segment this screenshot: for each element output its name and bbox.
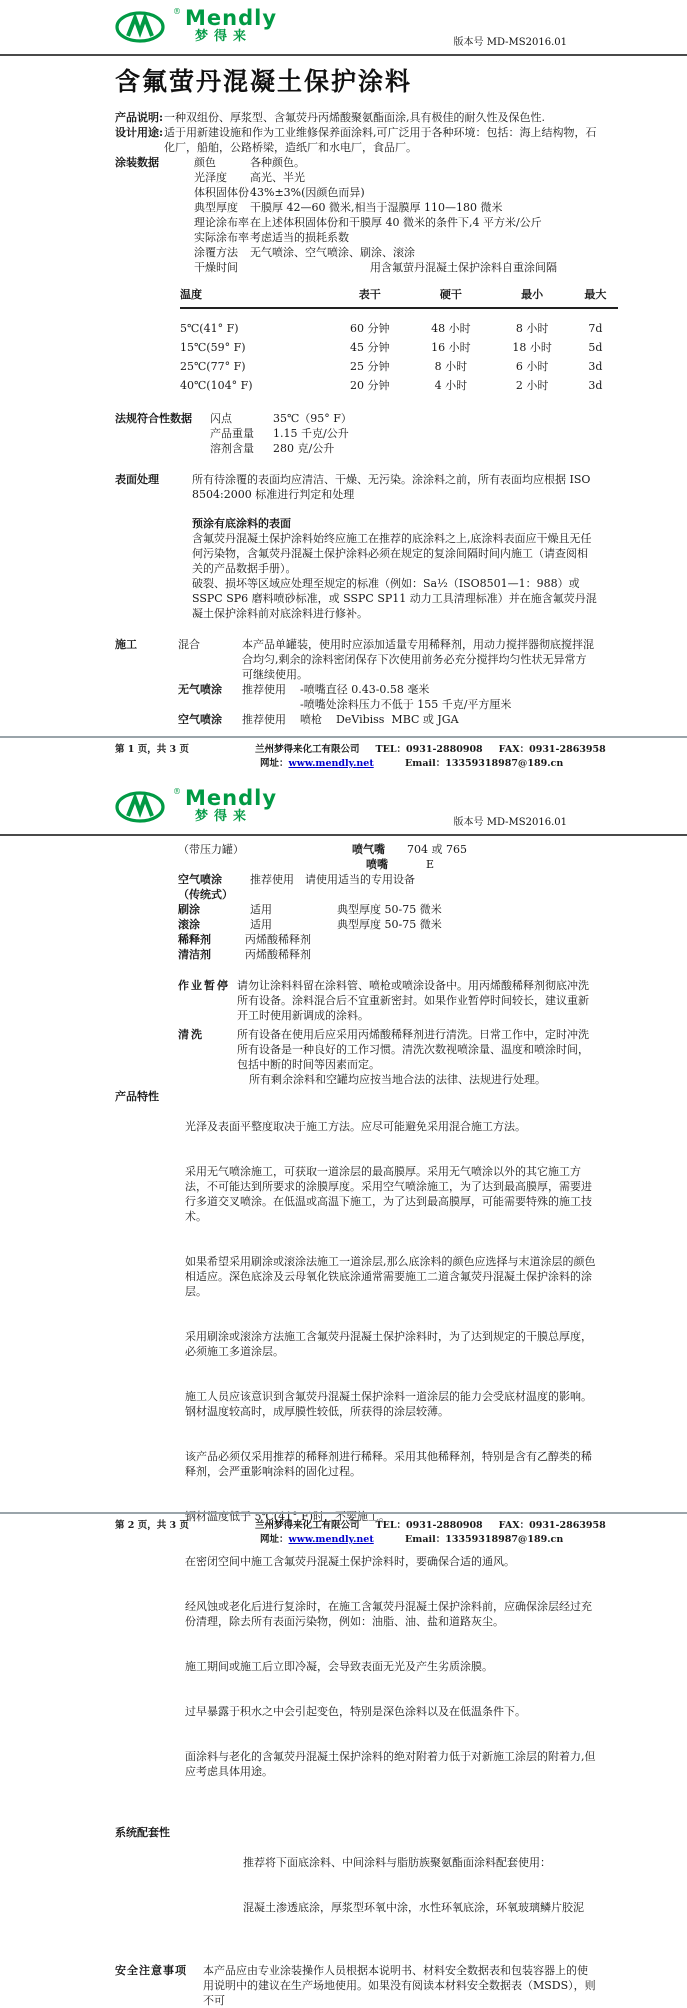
row-key: 作业暂停 xyxy=(178,979,230,992)
cell: 18 小时 xyxy=(512,341,552,354)
system-compatibility-section xyxy=(115,1825,597,1945)
page2-content xyxy=(0,836,687,2008)
page-number: 第 2 页，共 3 页 xyxy=(115,1520,189,1531)
email: Email：13359318987@189.cn xyxy=(405,1534,564,1545)
cell: 3d xyxy=(588,360,603,373)
row-value: 所有剩余涂料和空罐均应按当地合法的法律、法规进行处理。 xyxy=(249,1073,546,1086)
table-row xyxy=(180,338,618,357)
row-label: 产品说明: xyxy=(115,111,164,124)
email: Email：13359318987@189.cn xyxy=(405,758,564,769)
cell: 5d xyxy=(588,341,603,354)
recommended-label: 推荐使用 xyxy=(242,683,286,696)
company-name: 兰州梦得来化工有限公司 xyxy=(255,1520,360,1531)
row-value: -喷嘴处涂料压力不低于 155 千克/平方厘米 xyxy=(300,698,512,711)
row-key: 涂覆方法 xyxy=(194,246,238,259)
cell: 2 小时 xyxy=(515,379,549,392)
drying-time-row xyxy=(115,260,597,275)
website-label: 网址： xyxy=(260,1534,289,1545)
row-key: 理论涂布率 xyxy=(194,216,249,229)
thinner-row xyxy=(178,932,597,947)
recommended-label: 推荐使用 xyxy=(250,873,294,886)
cell: 15℃(59° F) xyxy=(180,341,246,354)
features-text xyxy=(185,1089,597,1809)
cell: 7d xyxy=(588,322,603,335)
row-value: 43%±3%(因颜色而异) xyxy=(250,186,365,199)
mendly-logo-icon xyxy=(115,8,169,46)
brand-wordmark xyxy=(185,788,277,823)
page2-footer xyxy=(0,1512,687,1547)
row-value: 在上述体积固体份和干膜厚 40 微米的条件下,4 平方米/公斤 xyxy=(250,216,542,229)
cell: 5℃(41° F) xyxy=(180,322,239,335)
applicable-label: 适用 xyxy=(250,918,272,931)
row-value: 丙烯酸稀释剂 xyxy=(245,948,311,961)
paragraph: 经风蚀或老化后进行复涂时，在施工含氟荧丹混凝土保护涂料前，应确保涂层经过充份清理，除去所有表面污染物，例如：油脂、油、盐和道路灰尘。 xyxy=(185,1600,592,1628)
cleaning-row2 xyxy=(178,1072,597,1087)
row-key: 滚涂 xyxy=(178,918,200,931)
airless-spray-row xyxy=(115,682,597,697)
col-header-temperature: 温度 xyxy=(180,287,329,308)
cell: 4 小时 xyxy=(434,379,468,392)
drying-note: 用含氟萤丹混凝土保护涂料自重涂间隔 xyxy=(370,261,557,274)
paragraph: 破裂、损坏等区域应处理至规定的标准（例如：Sa½（ISO8501—1：988）或 SSPC SP6 磨料喷砂标准，或 SSPC SP11 动力工具清理标准）并在施含氟荧丹混凝土保护涂料前对底涂料进行修补。 xyxy=(192,577,597,620)
surface-treatment-section xyxy=(115,472,597,502)
row-key: 产品重量 xyxy=(210,427,254,440)
applicable-label: 适用 xyxy=(250,903,272,916)
row-value: 各种颜色。 xyxy=(250,156,305,169)
brush-row xyxy=(178,902,597,917)
cell: 6 小时 xyxy=(515,360,549,373)
row-key: 稀释剂 xyxy=(178,933,211,946)
brand-wordmark xyxy=(185,8,277,43)
paragraph: 钢材温度低于 5℃(41° F)时，不要施工。 xyxy=(185,1510,391,1523)
row-key: 无气喷涂 xyxy=(178,683,222,696)
row-value: 本产品单罐装，使用时应添加适量专用稀释剂，用动力搅拌器彻底搅拌混合均匀,剩余的涂料密闭保存下次使用前务必充分搅拌均匀性状无异常方可继续使用。 xyxy=(242,638,594,681)
regulatory-row xyxy=(115,426,597,441)
paragraph: 采用刷涂或滚涂方法施工含氟荧丹混凝土保护涂料时，为了达到规定的干膜总厚度，必须施工多道涂层。 xyxy=(185,1330,592,1358)
row-value: 所有设备在使用后应采用丙烯酸稀释剂进行清洗。日常工作中，定时冲洗所有设备是一种良好的工作习惯。清洗次数视喷涂量、温度和喷涂时间，包括中断的时间等因素而定。 xyxy=(237,1028,589,1071)
table-row xyxy=(180,357,618,376)
table-row xyxy=(180,308,618,338)
row-value: 干膜厚 42—60 微米,相当于湿膜厚 110—180 微米 xyxy=(250,201,503,214)
paragraph: 过早暴露于积水之中会引起变色，特别是深色涂料以及在低温条件下。 xyxy=(185,1705,526,1718)
cell: 20 分钟 xyxy=(349,379,390,392)
safety-section xyxy=(115,1963,597,2008)
col-header-surface-dry: 表干 xyxy=(329,287,410,308)
page1-content xyxy=(0,66,687,727)
section-text: 所有待涂覆的表面均应清洁、干燥、无污染。涂涂料之前，所有表面均应根据 ISO 8504:2000 标准进行判定和处理 xyxy=(192,473,594,501)
row-key: 典型厚度 xyxy=(194,201,238,214)
section-label: 安全注意事项 xyxy=(115,1964,187,1977)
row-key: 体积固体份 xyxy=(194,186,249,199)
website-label: 网址： xyxy=(260,758,289,769)
paragraph: 如果希望采用刷涂或滚涂法施工一道涂层,那么底涂料的颜色应选择与末道涂层的颜色相适应。深色底涂及云母氧化铁底涂通常需要施工二道含氟荧丹混凝土保护涂料的涂层。 xyxy=(185,1255,596,1298)
coating-data-row xyxy=(115,155,597,170)
paragraph: 在密闭空间中施工含氟荧丹混凝土保护涂料时，要确保合适的通风。 xyxy=(185,1555,515,1568)
recommended-label: 推荐使用 xyxy=(242,713,286,726)
regulatory-row xyxy=(115,441,597,456)
brand-name-en: Mendly xyxy=(185,786,278,810)
paragraph: 推荐将下面底涂料、中间涂料与脂肪族聚氨酯面涂料配套使用： xyxy=(243,1856,551,1869)
row-key: 清洗 xyxy=(178,1028,204,1041)
sub-heading: 预涂有底涂料的表面 xyxy=(192,517,291,530)
mendly-logo-icon xyxy=(115,788,169,826)
section-label: 法规符合性数据 xyxy=(115,412,192,425)
row-value: E xyxy=(426,858,435,871)
website-link[interactable]: www.mendly.net xyxy=(288,1534,374,1545)
row-value: 考虑适当的损耗系数 xyxy=(250,231,349,244)
row-key: 空气喷涂 xyxy=(178,873,222,886)
traditional-type-row xyxy=(178,887,597,902)
section-label: 施工 xyxy=(115,638,137,651)
row-value: 704 或 765 xyxy=(407,843,467,856)
cell: 40℃(104° F) xyxy=(180,379,253,392)
table-header-row xyxy=(180,287,618,308)
version-number: 版本号 MD-MS2016.01 xyxy=(453,37,567,48)
paragraph: 混凝土渗透底涂，厚浆型环氧中涂，水性环氧底涂，环氧玻璃鳞片胶泥 xyxy=(243,1901,584,1914)
fax: FAX：0931-2863958 xyxy=(498,744,606,755)
row-key: 光泽度 xyxy=(194,171,227,184)
coating-data-row xyxy=(115,170,597,185)
website-link[interactable]: www.mendly.net xyxy=(288,758,374,769)
application-section xyxy=(115,637,597,727)
regulatory-section xyxy=(115,411,597,456)
row-key: 刷涂 xyxy=(178,903,200,916)
work-pause-row xyxy=(178,978,597,1023)
col-header-max: 最大 xyxy=(573,287,618,308)
row-value: -喷嘴直径 0.43-0.58 毫米 xyxy=(300,683,430,696)
row-key: 清洁剂 xyxy=(178,948,211,961)
section-label: 产品特性 xyxy=(115,1090,159,1103)
row-key: 溶剂含量 xyxy=(210,442,254,455)
coating-data-row xyxy=(115,215,597,230)
primed-surface-block xyxy=(192,516,597,621)
row-key: 喷嘴 xyxy=(366,858,388,871)
brand-name-cn: 梦得来 xyxy=(195,29,253,44)
document-title: 含氟萤丹混凝土保护涂料 xyxy=(115,67,413,96)
page-number: 第 1 页，共 3 页 xyxy=(115,744,189,755)
cell: 25℃(77° F) xyxy=(180,360,246,373)
row-value: 高光、半光 xyxy=(250,171,305,184)
row-value: 一种双组份、厚浆型、含氟荧丹丙烯酸聚氨酯面涂,具有极佳的耐久性及保色性. xyxy=(164,111,545,124)
nozzle-row xyxy=(115,857,597,872)
mixing-row xyxy=(115,637,597,682)
roller-row xyxy=(178,917,597,932)
air-spray-traditional-row xyxy=(178,872,597,887)
version-number: 版本号 MD-MS2016.01 xyxy=(453,817,567,828)
col-header-hard-dry: 硬干 xyxy=(410,287,491,308)
section-text: 本产品应由专业涂装操作人员根据本说明书、材料安全数据表和包装容器上的使用说明中的建议在生产场地使用。如果没有阅读本材料安全数据表（MSDS），则不可 xyxy=(203,1964,596,2007)
section-label: 涂装数据 xyxy=(115,156,159,169)
row-value: 典型厚度 50-75 微米 xyxy=(337,918,442,931)
row-value: 请使用适当的专用设备 xyxy=(305,873,415,886)
cleaning-row xyxy=(178,1027,597,1072)
cell: 60 分钟 xyxy=(349,322,390,335)
row-key: （传统式） xyxy=(178,888,233,901)
row-key: （带压力罐） xyxy=(178,843,244,856)
section-text xyxy=(243,1825,597,1945)
air-spray-row xyxy=(115,712,597,727)
coating-data-row xyxy=(115,200,597,215)
product-description-row xyxy=(115,110,597,125)
row-value: 喷枪 DeVibiss MBC 或 JGA xyxy=(300,713,459,726)
cleaner-row xyxy=(178,947,597,962)
design-use-row xyxy=(115,125,597,155)
row-key: 闪点 xyxy=(210,412,232,425)
coating-data-row xyxy=(115,230,597,245)
drying-time-table xyxy=(180,287,618,395)
row-key: 喷气嘴 xyxy=(352,843,385,856)
page-header xyxy=(0,780,687,836)
coating-data-row xyxy=(115,245,597,260)
product-features-section xyxy=(115,1089,597,1809)
registered-trademark: ® xyxy=(173,787,181,796)
col-header-min: 最小 xyxy=(492,287,573,308)
brand-name-en: Mendly xyxy=(185,6,278,30)
paragraph: 面涂料与老化的含氟荧丹混凝土保护涂料的绝对附着力低于对新施工涂层的附着力,但应考虑具体用途。 xyxy=(185,1750,596,1778)
cell: 16 小时 xyxy=(431,341,471,354)
pressure-pot-row xyxy=(115,842,597,857)
fax: FAX：0931-2863958 xyxy=(498,1520,606,1531)
telephone: TEL：0931-2880908 xyxy=(375,1520,483,1531)
row-value: 典型厚度 50-75 微米 xyxy=(337,903,442,916)
telephone: TEL：0931-2880908 xyxy=(375,744,483,755)
row-label: 设计用途: xyxy=(115,126,164,139)
regulatory-row xyxy=(115,411,597,426)
company-name: 兰州梦得来化工有限公司 xyxy=(255,744,360,755)
paragraph: 施工期间或施工后立即冷凝，会导致表面无光及产生劣质涂膜。 xyxy=(185,1660,493,1673)
row-value: 请勿让涂料料留在涂料管、喷枪或喷涂设备中。用丙烯酸稀释剂彻底冲洗所有设备。涂料混合后不宜重新密封。如果作业暂停时间较长，建议重新开工时使用新调成的涂料。 xyxy=(237,979,589,1022)
page-1 xyxy=(0,0,687,780)
brand-name-cn: 梦得来 xyxy=(195,809,253,824)
row-key: 混合 xyxy=(178,638,200,651)
cell: 45 分钟 xyxy=(349,341,390,354)
paragraph: 该产品必须仅采用推荐的稀释剂进行稀释。采用其他稀释剂，特别是含有乙醇类的稀释剂，会严重影响涂料的固化过程。 xyxy=(185,1450,592,1478)
paragraph: 施工人员应该意识到含氟荧丹混凝土保护涂料一道涂层的能力会受底材温度的影响。钢材温度较高时，成厚膜性较低，所获得的涂层较薄。 xyxy=(185,1390,592,1418)
cell: 3d xyxy=(588,379,603,392)
airless-spray-row2 xyxy=(115,697,597,712)
row-key: 干燥时间 xyxy=(194,261,238,274)
section-label: 表面处理 xyxy=(115,473,159,486)
row-value: 1.15 千克/公升 xyxy=(273,427,349,440)
page1-footer xyxy=(0,736,687,771)
cell: 8 小时 xyxy=(515,322,549,335)
paragraph: 采用无气喷涂施工，可获取一道涂层的最高膜厚。采用无气喷涂以外的其它施工方法，不可能达到所要求的涂膜厚度。采用空气喷涂施工，为了达到最高膜厚，需要进行多道交叉喷涂。在低温或高温下施工，为了达到最高膜厚，可能需要特殊的施工技术。 xyxy=(185,1165,592,1223)
row-value: 280 克/公升 xyxy=(273,442,335,455)
row-value: 适于用新建设施和作为工业维修保养面涂料,可广泛用于各种环境：包括：海上结构物，石化厂，船舶，公路桥梁，造纸厂和水电厂，食品厂。 xyxy=(164,126,597,154)
section-label: 系统配套性 xyxy=(115,1826,170,1839)
cell: 25 分钟 xyxy=(349,360,390,373)
paragraph: 含氟荧丹混凝土保护涂料始终应施工在推荐的底涂料之上,底涂料表面应干燥且无任何污染物，含氟荧丹混凝土保护涂料必须在规定的复涂间隔时间内施工（请查阅相关的产品数据手册）。 xyxy=(192,532,592,575)
table-row xyxy=(180,376,618,395)
row-key: 空气喷涂 xyxy=(178,713,222,726)
row-value: 丙烯酸稀释剂 xyxy=(245,933,311,946)
row-value: 无气喷涂、空气喷涂、刷涂、滚涂 xyxy=(250,246,415,259)
page-header xyxy=(0,0,687,56)
page-2 xyxy=(0,780,687,2007)
paragraph: 光泽及表面平整度取决于施工方法。应尽可能避免采用混合施工方法。 xyxy=(185,1120,526,1133)
cell: 8 小时 xyxy=(434,360,468,373)
row-key: 实际涂布率 xyxy=(194,231,249,244)
row-value: 35℃（95° F） xyxy=(273,412,352,425)
coating-data-row xyxy=(115,185,597,200)
cell: 48 小时 xyxy=(431,322,471,335)
registered-trademark: ® xyxy=(173,7,181,16)
row-key: 颜色 xyxy=(194,156,216,169)
